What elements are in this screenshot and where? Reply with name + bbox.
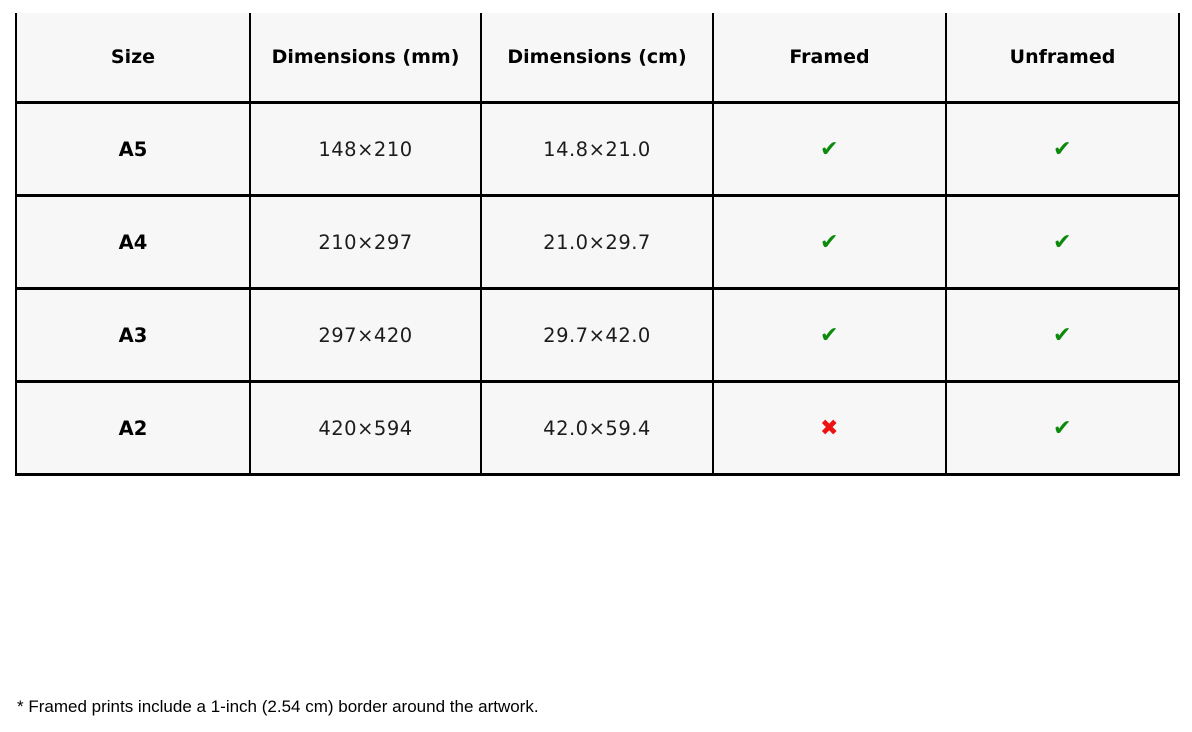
print-size-table [15,13,1180,476]
cross-icon: ✖ [820,415,839,441]
framed-cell [713,196,946,289]
unframed-cell [946,103,1179,196]
framed-cell [713,382,946,475]
dimensions-mm-value: 297×420 [250,289,481,382]
unframed-cell [946,196,1179,289]
size-label: A4 [16,196,250,289]
check-icon: ✔ [820,322,839,348]
dimensions-cm-value: 21.0×29.7 [481,196,713,289]
header-row [16,13,1179,103]
check-icon: ✔ [1053,322,1072,348]
dimensions-mm-value: 148×210 [250,103,481,196]
check-icon: ✔ [1053,136,1072,162]
dimensions-mm-value: 210×297 [250,196,481,289]
check-icon: ✔ [820,229,839,255]
dimensions-cm-value: 42.0×59.4 [481,382,713,475]
col-header-size: Size [16,13,250,103]
table-row-a4 [16,196,1179,289]
col-header-unframed: Unframed [946,13,1179,103]
check-icon: ✔ [1053,229,1072,255]
table-row-a5 [16,103,1179,196]
dimensions-cm-value: 14.8×21.0 [481,103,713,196]
table-row-a3 [16,289,1179,382]
table-row-a2 [16,382,1179,475]
dimensions-cm-value: 29.7×42.0 [481,289,713,382]
size-label: A5 [16,103,250,196]
check-icon: ✔ [820,136,839,162]
size-label: A3 [16,289,250,382]
size-label: A2 [16,382,250,475]
col-header-dimensions-mm: Dimensions (mm) [250,13,481,103]
unframed-cell [946,289,1179,382]
footnote-text: * Framed prints include a 1-inch (2.54 cm) border around the artwork. [17,697,539,716]
col-header-dimensions-cm: Dimensions (cm) [481,13,713,103]
dimensions-mm-value: 420×594 [250,382,481,475]
framed-cell [713,103,946,196]
col-header-framed: Framed [713,13,946,103]
framed-cell [713,289,946,382]
check-icon: ✔ [1053,415,1072,441]
unframed-cell [946,382,1179,475]
